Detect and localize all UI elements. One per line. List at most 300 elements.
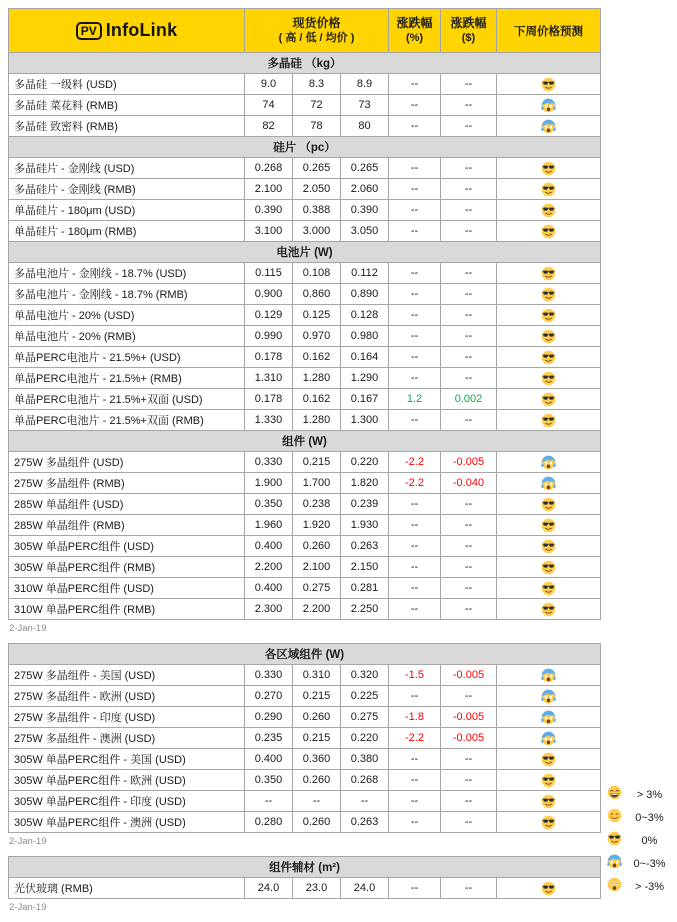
- legend-icon-wrap: [607, 854, 622, 874]
- forecast-cell: [497, 389, 601, 410]
- change-dollar-cell: --: [441, 770, 497, 791]
- product-name-cell: 多晶硅片 - 金刚线 (USD): [9, 158, 245, 179]
- scream-emoji-icon: [607, 854, 622, 869]
- change-percent-cell: -2.2: [389, 473, 441, 494]
- sunglasses-emoji-icon: [541, 560, 556, 575]
- legend-item: [607, 829, 677, 852]
- change-percent-cell: --: [389, 557, 441, 578]
- product-name-cell: 305W 单晶PERC组件 - 印度 (USD): [9, 791, 245, 812]
- change-percent-cell: --: [389, 284, 441, 305]
- low-price-cell: 2.100: [293, 557, 341, 578]
- product-name-cell: 多晶硅 一级料 (USD): [9, 74, 245, 95]
- table-row: [9, 791, 601, 812]
- section-title: 各区域组件 (W): [9, 644, 601, 665]
- change-percent-cell: --: [389, 74, 441, 95]
- product-name-cell: 285W 单晶组件 (USD): [9, 494, 245, 515]
- high-price-cell: 2.300: [245, 599, 293, 620]
- change-dollar-cell: --: [441, 749, 497, 770]
- forecast-cell: [497, 368, 601, 389]
- low-price-cell: 0.215: [293, 728, 341, 749]
- change-dollar-cell: --: [441, 95, 497, 116]
- change-dollar-cell: --: [441, 263, 497, 284]
- product-name-cell: 单晶PERC电池片 - 21.5%+双面 (RMB): [9, 410, 245, 431]
- avg-price-cell: 0.268: [341, 770, 389, 791]
- sunglasses-emoji-icon: [541, 881, 556, 896]
- change-percent-cell: --: [389, 326, 441, 347]
- forecast-cell: [497, 284, 601, 305]
- table-row: [9, 578, 601, 599]
- product-name-cell: 单晶PERC电池片 - 21.5%+ (USD): [9, 347, 245, 368]
- table-row: [9, 368, 601, 389]
- sunglasses-emoji-icon: [541, 371, 556, 386]
- change-dollar-cell: --: [441, 116, 497, 137]
- avg-price-cell: 3.050: [341, 221, 389, 242]
- scream-emoji-icon: [541, 455, 556, 470]
- change-percent-cell: --: [389, 494, 441, 515]
- forecast-cell: [497, 116, 601, 137]
- avg-price-cell: 0.167: [341, 389, 389, 410]
- low-price-cell: 0.265: [293, 158, 341, 179]
- forecast-cell: [497, 452, 601, 473]
- smile-emoji-icon: [607, 808, 622, 823]
- table-row: [9, 494, 601, 515]
- table-row: [9, 158, 601, 179]
- change-dollar-cell: --: [441, 536, 497, 557]
- grin-emoji-icon: [607, 785, 622, 800]
- low-price-cell: 0.215: [293, 686, 341, 707]
- change-dollar-cell: -0.005: [441, 707, 497, 728]
- avg-price-cell: 0.263: [341, 536, 389, 557]
- module-materials-table: [8, 856, 601, 899]
- avg-price-cell: 2.250: [341, 599, 389, 620]
- avg-price-cell: 2.150: [341, 557, 389, 578]
- high-price-cell: 0.270: [245, 686, 293, 707]
- avg-price-cell: 1.290: [341, 368, 389, 389]
- scream-emoji-icon: [541, 731, 556, 746]
- date-note: 2-Jan-19: [9, 623, 47, 634]
- change-dollar-cell: --: [441, 179, 497, 200]
- high-price-cell: 1.330: [245, 410, 293, 431]
- date-note: 2-Jan-19: [9, 902, 47, 913]
- change-percent-unit: (%): [405, 32, 424, 44]
- change-dollar-title: 涨跌幅: [450, 16, 487, 30]
- change-percent-cell: --: [389, 368, 441, 389]
- scream-emoji-icon: [541, 476, 556, 491]
- change-dollar-cell: --: [441, 74, 497, 95]
- forecast-cell: [497, 347, 601, 368]
- forecast-cell: [497, 791, 601, 812]
- legend-item: [607, 806, 677, 829]
- change-percent-cell: --: [389, 305, 441, 326]
- forecast-cell: [497, 578, 601, 599]
- sunglasses-emoji-icon: [541, 581, 556, 596]
- avg-price-cell: 0.239: [341, 494, 389, 515]
- scream-emoji-icon: [541, 119, 556, 134]
- avg-price-cell: 0.281: [341, 578, 389, 599]
- avg-price-cell: 0.220: [341, 452, 389, 473]
- table-row: [9, 326, 601, 347]
- product-name-cell: 305W 单晶PERC组件 - 澳洲 (USD): [9, 812, 245, 833]
- avg-price-cell: --: [341, 791, 389, 812]
- change-dollar-cell: --: [441, 494, 497, 515]
- change-percent-cell: --: [389, 770, 441, 791]
- change-dollar-cell: --: [441, 284, 497, 305]
- change-dollar-cell: --: [441, 158, 497, 179]
- change-dollar-cell: -0.005: [441, 452, 497, 473]
- table-row: [9, 452, 601, 473]
- sunglasses-emoji-icon: [541, 539, 556, 554]
- product-name-cell: 多晶硅片 - 金刚线 (RMB): [9, 179, 245, 200]
- table-row: [9, 707, 601, 728]
- product-name-cell: 多晶硅 致密料 (RMB): [9, 116, 245, 137]
- legend-label: 0~3%: [635, 811, 664, 824]
- high-price-cell: 3.100: [245, 221, 293, 242]
- avg-price-cell: 0.263: [341, 812, 389, 833]
- section-title: 多晶硅 （kg）: [9, 53, 601, 74]
- change-percent-cell: --: [389, 599, 441, 620]
- sunglasses-emoji-icon: [541, 182, 556, 197]
- spot-price-title: 现货价格: [292, 16, 341, 30]
- low-price-cell: 78: [293, 116, 341, 137]
- change-percent-cell: --: [389, 812, 441, 833]
- table-row: [9, 389, 601, 410]
- legend-icon-wrap: [607, 785, 622, 805]
- avg-price-cell: 73: [341, 95, 389, 116]
- change-percent-cell: --: [389, 95, 441, 116]
- change-percent-cell: -1.5: [389, 665, 441, 686]
- change-percent-cell: --: [389, 263, 441, 284]
- avg-price-cell: 0.980: [341, 326, 389, 347]
- section-header-row: [9, 431, 601, 452]
- forecast-cell: [497, 263, 601, 284]
- high-price-cell: 0.350: [245, 770, 293, 791]
- change-percent-cell: -1.8: [389, 707, 441, 728]
- change-dollar-cell: --: [441, 791, 497, 812]
- change-percent-cell: --: [389, 686, 441, 707]
- low-price-cell: 1.920: [293, 515, 341, 536]
- section-title: 组件 (W): [9, 431, 601, 452]
- product-name-cell: 单晶硅片 - 180μm (USD): [9, 200, 245, 221]
- scream-emoji-icon: [541, 98, 556, 113]
- table-row: [9, 179, 601, 200]
- product-name-cell: 275W 多晶组件 - 美国 (USD): [9, 665, 245, 686]
- change-percent-cell: -2.2: [389, 452, 441, 473]
- table-row: [9, 221, 601, 242]
- low-price-cell: 0.162: [293, 347, 341, 368]
- high-price-cell: 0.178: [245, 347, 293, 368]
- change-dollar-cell: -0.040: [441, 473, 497, 494]
- high-price-cell: 0.290: [245, 707, 293, 728]
- low-price-cell: 8.3: [293, 74, 341, 95]
- sunglasses-emoji-icon: [541, 773, 556, 788]
- high-price-cell: 1.310: [245, 368, 293, 389]
- sunglasses-emoji-icon: [541, 815, 556, 830]
- high-price-cell: --: [245, 791, 293, 812]
- table-row: [9, 749, 601, 770]
- low-price-cell: 1.280: [293, 410, 341, 431]
- forecast-cell: [497, 665, 601, 686]
- pv-logo-text: InfoLink: [105, 20, 178, 40]
- change-dollar-cell: 0.002: [441, 389, 497, 410]
- product-name-cell: 单晶硅片 - 180μm (RMB): [9, 221, 245, 242]
- low-price-cell: 0.162: [293, 389, 341, 410]
- table-row: [9, 812, 601, 833]
- avg-price-cell: 0.112: [341, 263, 389, 284]
- legend-label: 0~-3%: [633, 857, 666, 870]
- product-name-cell: 275W 多晶组件 (USD): [9, 452, 245, 473]
- forecast-cell: [497, 200, 601, 221]
- change-dollar-cell: --: [441, 515, 497, 536]
- legend-icon-wrap: [607, 877, 622, 897]
- low-price-cell: 0.310: [293, 665, 341, 686]
- sunglasses-emoji-icon: [541, 350, 556, 365]
- table-row: [9, 557, 601, 578]
- high-price-cell: 82: [245, 116, 293, 137]
- table-row: [9, 536, 601, 557]
- table-row: [9, 305, 601, 326]
- change-dollar-cell: --: [441, 221, 497, 242]
- forecast-cell: [497, 179, 601, 200]
- high-price-cell: 1.900: [245, 473, 293, 494]
- change-percent-cell: --: [389, 158, 441, 179]
- table-row: [9, 116, 601, 137]
- table-row: [9, 770, 601, 791]
- table-row: [9, 686, 601, 707]
- high-price-cell: 0.330: [245, 452, 293, 473]
- forecast-cell: [497, 686, 601, 707]
- high-price-cell: 0.178: [245, 389, 293, 410]
- high-price-cell: 0.280: [245, 812, 293, 833]
- sunglasses-emoji-icon: [541, 794, 556, 809]
- low-price-cell: 0.260: [293, 707, 341, 728]
- low-price-cell: 0.260: [293, 536, 341, 557]
- high-price-cell: 24.0: [245, 878, 293, 899]
- pv-logo-mark: PV: [76, 22, 102, 40]
- change-percent-cell: --: [389, 578, 441, 599]
- legend-item: [607, 783, 677, 806]
- high-price-cell: 0.900: [245, 284, 293, 305]
- avg-price-cell: 1.930: [341, 515, 389, 536]
- sunglasses-emoji-icon: [541, 161, 556, 176]
- change-dollar-unit: ($): [461, 32, 476, 44]
- high-price-cell: 0.990: [245, 326, 293, 347]
- high-price-cell: 0.350: [245, 494, 293, 515]
- change-dollar-cell: --: [441, 686, 497, 707]
- tables-container: [8, 8, 600, 922]
- scream-emoji-icon: [541, 710, 556, 725]
- table-row: [9, 284, 601, 305]
- forecast-cell: [497, 812, 601, 833]
- high-price-cell: 9.0: [245, 74, 293, 95]
- product-name-cell: 310W 单晶PERC组件 (USD): [9, 578, 245, 599]
- table-row: [9, 599, 601, 620]
- change-percent-cell: --: [389, 749, 441, 770]
- section-header-row: [9, 242, 601, 263]
- change-dollar-cell: --: [441, 578, 497, 599]
- low-price-cell: 0.260: [293, 812, 341, 833]
- forecast-cell: [497, 536, 601, 557]
- product-name-cell: 单晶PERC电池片 - 21.5%+ (RMB): [9, 368, 245, 389]
- product-name-cell: 285W 单晶组件 (RMB): [9, 515, 245, 536]
- sunglasses-emoji-icon: [541, 518, 556, 533]
- legend-item: [607, 875, 677, 898]
- change-percent-cell: --: [389, 221, 441, 242]
- product-name-cell: 310W 单晶PERC组件 (RMB): [9, 599, 245, 620]
- product-name-cell: 单晶电池片 - 20% (RMB): [9, 326, 245, 347]
- avg-price-cell: 0.380: [341, 749, 389, 770]
- change-dollar-cell: --: [441, 812, 497, 833]
- product-name-cell: 多晶硅 菜花料 (RMB): [9, 95, 245, 116]
- low-price-cell: 23.0: [293, 878, 341, 899]
- table-row: [9, 263, 601, 284]
- high-price-cell: 0.400: [245, 536, 293, 557]
- high-price-cell: 0.400: [245, 749, 293, 770]
- product-name-cell: 275W 多晶组件 - 印度 (USD): [9, 707, 245, 728]
- forecast-cell: [497, 326, 601, 347]
- table-header-row: [9, 9, 601, 53]
- change-percent-cell: --: [389, 515, 441, 536]
- forecast-cell: [497, 74, 601, 95]
- forecast-cell: [497, 557, 601, 578]
- sunglasses-emoji-icon: [541, 77, 556, 92]
- section-header-row: [9, 857, 601, 878]
- scream-emoji-icon: [541, 689, 556, 704]
- sunglasses-emoji-icon: [541, 602, 556, 617]
- forecast-legend: [607, 783, 677, 898]
- section-header-row: [9, 137, 601, 158]
- regional-module-table: [8, 643, 601, 833]
- change-dollar-cell: --: [441, 599, 497, 620]
- change-dollar-cell: --: [441, 305, 497, 326]
- product-name-cell: 305W 单晶PERC组件 - 欧洲 (USD): [9, 770, 245, 791]
- product-name-cell: 多晶电池片 - 金刚线 - 18.7% (USD): [9, 263, 245, 284]
- change-dollar-cell: --: [441, 557, 497, 578]
- change-percent-cell: --: [389, 410, 441, 431]
- low-price-cell: 0.275: [293, 578, 341, 599]
- product-name-cell: 275W 多晶组件 (RMB): [9, 473, 245, 494]
- forecast-cell: [497, 494, 601, 515]
- low-price-cell: 0.108: [293, 263, 341, 284]
- avg-price-cell: 1.300: [341, 410, 389, 431]
- date-note: 2-Jan-19: [9, 836, 47, 847]
- low-price-cell: 0.388: [293, 200, 341, 221]
- avg-price-cell: 0.225: [341, 686, 389, 707]
- avg-price-cell: 0.890: [341, 284, 389, 305]
- forecast-cell: [497, 158, 601, 179]
- legend-icon-wrap: [607, 831, 622, 851]
- avg-price-cell: 8.9: [341, 74, 389, 95]
- forecast-cell: [497, 221, 601, 242]
- low-price-cell: 0.970: [293, 326, 341, 347]
- change-dollar-cell: --: [441, 200, 497, 221]
- product-name-cell: 光伏玻璃 (RMB): [9, 878, 245, 899]
- product-name-cell: 多晶电池片 - 金刚线 - 18.7% (RMB): [9, 284, 245, 305]
- change-percent-cell: --: [389, 200, 441, 221]
- forecast-cell: [497, 410, 601, 431]
- table-row: [9, 878, 601, 899]
- forecast-cell: [497, 770, 601, 791]
- table-row: [9, 200, 601, 221]
- change-percent-cell: --: [389, 878, 441, 899]
- low-price-cell: 0.125: [293, 305, 341, 326]
- section-header-row: [9, 53, 601, 74]
- product-name-cell: 单晶电池片 - 20% (USD): [9, 305, 245, 326]
- low-price-cell: 0.360: [293, 749, 341, 770]
- forecast-cell: [497, 728, 601, 749]
- avg-price-cell: 0.164: [341, 347, 389, 368]
- sunglasses-emoji-icon: [541, 497, 556, 512]
- high-price-cell: 0.115: [245, 263, 293, 284]
- high-price-cell: 0.390: [245, 200, 293, 221]
- product-name-cell: 275W 多晶组件 - 欧洲 (USD): [9, 686, 245, 707]
- section-header-row: [9, 644, 601, 665]
- table-row: [9, 665, 601, 686]
- change-percent-cell: --: [389, 179, 441, 200]
- change-percent-header: [389, 9, 441, 53]
- spot-price-subtitle: ( 高 / 低 / 均价 ): [278, 32, 355, 44]
- avg-price-cell: 0.390: [341, 200, 389, 221]
- sunglasses-emoji-icon: [607, 831, 622, 846]
- high-price-cell: 0.268: [245, 158, 293, 179]
- legend-icon-wrap: [607, 808, 622, 828]
- section-title: 硅片 （pc）: [9, 137, 601, 158]
- change-percent-cell: --: [389, 116, 441, 137]
- forecast-cell: [497, 515, 601, 536]
- low-price-cell: 1.700: [293, 473, 341, 494]
- change-dollar-cell: -0.005: [441, 665, 497, 686]
- table-row: [9, 728, 601, 749]
- forecast-cell: [497, 707, 601, 728]
- pv-infolink-logo: [9, 20, 244, 41]
- section-title: 电池片 (W): [9, 242, 601, 263]
- high-price-cell: 2.200: [245, 557, 293, 578]
- sunglasses-emoji-icon: [541, 413, 556, 428]
- table-row: [9, 74, 601, 95]
- forecast-cell: [497, 473, 601, 494]
- high-price-cell: 1.960: [245, 515, 293, 536]
- high-price-cell: 74: [245, 95, 293, 116]
- forecast-header: 下周价格预测: [497, 9, 601, 53]
- avg-price-cell: 0.275: [341, 707, 389, 728]
- change-dollar-cell: --: [441, 410, 497, 431]
- section-title: 组件辅材 (m²): [9, 857, 601, 878]
- low-price-cell: 0.215: [293, 452, 341, 473]
- table-row: [9, 515, 601, 536]
- low-price-cell: 0.860: [293, 284, 341, 305]
- main-price-table: [8, 8, 601, 620]
- change-percent-cell: -2.2: [389, 728, 441, 749]
- legend-label: > -3%: [634, 880, 665, 893]
- high-price-cell: 0.235: [245, 728, 293, 749]
- change-percent-cell: 1.2: [389, 389, 441, 410]
- change-dollar-cell: --: [441, 347, 497, 368]
- sunglasses-emoji-icon: [541, 224, 556, 239]
- forecast-cell: [497, 749, 601, 770]
- table-row: [9, 95, 601, 116]
- change-percent-cell: --: [389, 347, 441, 368]
- product-name-cell: 305W 单晶PERC组件 (RMB): [9, 557, 245, 578]
- high-price-cell: 0.330: [245, 665, 293, 686]
- logo-header-cell: [9, 9, 245, 53]
- avg-price-cell: 0.265: [341, 158, 389, 179]
- forecast-cell: [497, 878, 601, 899]
- forecast-cell: [497, 599, 601, 620]
- low-price-cell: 2.050: [293, 179, 341, 200]
- product-name-cell: 305W 单晶PERC组件 (USD): [9, 536, 245, 557]
- legend-label: > 3%: [636, 788, 663, 801]
- avg-price-cell: 1.820: [341, 473, 389, 494]
- table-row: [9, 473, 601, 494]
